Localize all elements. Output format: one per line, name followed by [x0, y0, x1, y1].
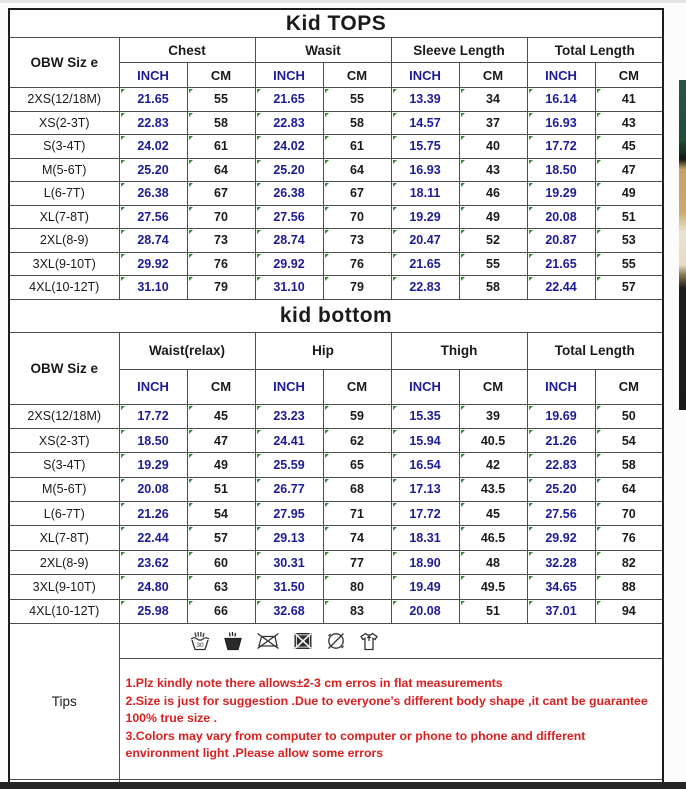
cm-value: 46.5 [459, 526, 527, 550]
size-row-label: XS(2-3T) [9, 111, 119, 135]
bottom-group-total-length: Total Length [527, 332, 663, 369]
bottom-title: kid bottom [9, 299, 663, 332]
inch-value: 29.92 [527, 526, 595, 550]
inch-value: 31.10 [255, 276, 323, 300]
cm-value: 73 [187, 229, 255, 253]
cm-value: 49 [187, 453, 255, 477]
cm-value: 58 [187, 111, 255, 135]
cm-value: 82 [595, 550, 663, 574]
cm-value: 43 [459, 158, 527, 182]
unit-cm-header: CM [459, 63, 527, 88]
table-row [9, 252, 663, 276]
inch-value: 29.92 [119, 252, 187, 276]
cm-value: 61 [323, 135, 391, 159]
size-row-label: M(5-6T) [9, 158, 119, 182]
tops-group-header-row [9, 38, 663, 63]
inch-value: 22.83 [527, 453, 595, 477]
cm-value: 47 [595, 158, 663, 182]
inch-value: 21.65 [119, 88, 187, 112]
inch-value: 19.69 [527, 404, 595, 428]
table-row [9, 276, 663, 300]
tips-label: Tips [9, 624, 119, 780]
table-row [9, 526, 663, 550]
size-row-label: 3XL(9-10T) [9, 575, 119, 599]
inch-value: 26.77 [255, 477, 323, 501]
inch-value: 23.23 [255, 404, 323, 428]
cm-value: 67 [323, 182, 391, 206]
inch-value: 25.20 [119, 158, 187, 182]
inch-value: 25.20 [255, 158, 323, 182]
table-row [9, 205, 663, 229]
size-row-label: XL(7-8T) [9, 526, 119, 550]
cm-value: 62 [323, 428, 391, 452]
cm-value: 54 [187, 502, 255, 526]
cm-value: 55 [459, 252, 527, 276]
inch-value: 22.83 [255, 111, 323, 135]
table-row [9, 182, 663, 206]
table-row [9, 229, 663, 253]
inch-value: 24.41 [255, 428, 323, 452]
bottom-group-thigh: Thigh [391, 332, 527, 369]
cm-value: 64 [323, 158, 391, 182]
unit-cm-header: CM [595, 63, 663, 88]
cm-value: 70 [595, 502, 663, 526]
inch-value: 21.65 [527, 252, 595, 276]
size-row-label: 2XS(12/18M) [9, 404, 119, 428]
cm-value: 58 [323, 111, 391, 135]
tips-line-1: 1.Plz kindly note there allows±2-3 cm erros in flat measurements [125, 676, 503, 691]
cm-value: 51 [187, 477, 255, 501]
do-not-iron-icon [254, 629, 282, 653]
inch-value: 20.08 [119, 477, 187, 501]
size-row-label: M(5-6T) [9, 477, 119, 501]
bottom-group-header-row [9, 332, 663, 369]
inch-value: 32.28 [527, 550, 595, 574]
inch-value: 15.94 [391, 428, 459, 452]
cm-value: 76 [323, 252, 391, 276]
bottom-section-title-row [9, 299, 663, 332]
cm-value: 77 [323, 550, 391, 574]
inch-value: 20.08 [391, 599, 459, 623]
cm-value: 70 [187, 205, 255, 229]
cm-value: 45 [595, 135, 663, 159]
cm-value: 39 [459, 404, 527, 428]
cm-value: 55 [323, 88, 391, 112]
inch-value: 22.44 [527, 276, 595, 300]
inch-value: 17.72 [391, 502, 459, 526]
cm-value: 53 [595, 229, 663, 253]
cm-value: 60 [187, 550, 255, 574]
tops-group-sleeve-length: Sleeve Length [391, 38, 527, 63]
cm-value: 47 [187, 428, 255, 452]
inch-value: 34.65 [527, 575, 595, 599]
inch-value: 21.65 [255, 88, 323, 112]
inch-value: 16.54 [391, 453, 459, 477]
cm-value: 51 [459, 599, 527, 623]
cm-value: 54 [595, 428, 663, 452]
tops-table-body [9, 88, 663, 300]
table-row [9, 502, 663, 526]
cm-value: 57 [595, 276, 663, 300]
tops-group-chest: Chest [119, 38, 255, 63]
cm-value: 61 [187, 135, 255, 159]
size-row-label: 3XL(9-10T) [9, 252, 119, 276]
cm-value: 79 [323, 276, 391, 300]
care-icons-cell [119, 624, 663, 659]
bottom-size-column-header: OBW Siz e [9, 332, 119, 404]
cm-value: 67 [187, 182, 255, 206]
cm-value: 70 [323, 205, 391, 229]
cm-value: 51 [595, 205, 663, 229]
inch-value: 20.08 [527, 205, 595, 229]
cm-value: 73 [323, 229, 391, 253]
cm-value: 52 [459, 229, 527, 253]
unit-inch-header: INCH [119, 369, 187, 404]
inch-value: 25.59 [255, 453, 323, 477]
cm-value: 49.5 [459, 575, 527, 599]
unit-cm-header: CM [323, 369, 391, 404]
inch-value: 18.50 [119, 428, 187, 452]
inch-value: 22.44 [119, 526, 187, 550]
cm-value: 45 [187, 404, 255, 428]
inch-value: 16.93 [391, 158, 459, 182]
cm-value: 79 [187, 276, 255, 300]
cm-value: 80 [323, 575, 391, 599]
care-icons-row [9, 624, 663, 659]
product-image-sliver [679, 80, 686, 410]
unit-cm-header: CM [187, 63, 255, 88]
unit-inch-header: INCH [527, 369, 595, 404]
inch-value: 37.01 [527, 599, 595, 623]
size-row-label: L(6-7T) [9, 182, 119, 206]
bottom-group-hip: Hip [255, 332, 391, 369]
tops-title: Kid TOPS [9, 9, 663, 38]
unit-inch-header: INCH [255, 369, 323, 404]
inch-value: 23.62 [119, 550, 187, 574]
inch-value: 19.29 [527, 182, 595, 206]
inch-value: 20.87 [527, 229, 595, 253]
tips-line-2: 2.Size is just for suggestion .Due to everyone's different body shape ,it cant be guarantee 100% true size . [125, 693, 648, 726]
hand-wash-dark-icon [221, 629, 245, 653]
cm-value: 48 [459, 550, 527, 574]
cm-value: 37 [459, 111, 527, 135]
cm-value: 40 [459, 135, 527, 159]
cm-value: 34 [459, 88, 527, 112]
inch-value: 27.56 [527, 502, 595, 526]
table-row [9, 575, 663, 599]
size-row-label: 2XL(8-9) [9, 229, 119, 253]
t-shirt-icon [357, 629, 381, 653]
tops-size-column-header: OBW Siz e [9, 38, 119, 88]
cm-value: 49 [595, 182, 663, 206]
inch-value: 15.35 [391, 404, 459, 428]
inch-value: 18.50 [527, 158, 595, 182]
size-row-label: XL(7-8T) [9, 205, 119, 229]
cm-value: 58 [459, 276, 527, 300]
cm-value: 68 [323, 477, 391, 501]
size-row-label: 2XS(12/18M) [9, 88, 119, 112]
size-row-label: XS(2-3T) [9, 428, 119, 452]
cm-value: 42 [459, 453, 527, 477]
unit-inch-header: INCH [391, 369, 459, 404]
inch-value: 26.38 [255, 182, 323, 206]
bottom-table-body [9, 404, 663, 624]
do-not-tumble-dry-icon [291, 629, 315, 653]
cm-value: 40.5 [459, 428, 527, 452]
table-row [9, 88, 663, 112]
cm-value: 64 [595, 477, 663, 501]
cm-value: 43.5 [459, 477, 527, 501]
table-row [9, 477, 663, 501]
inch-value: 24.02 [255, 135, 323, 159]
care-icons-group [120, 629, 663, 653]
cm-value: 59 [323, 404, 391, 428]
table-row [9, 135, 663, 159]
tips-line-3: 3.Colors may vary from computer to computer or phone to phone and different environment light .Please allow some errors [125, 728, 586, 761]
unit-inch-header: INCH [119, 63, 187, 88]
size-row-label: L(6-7T) [9, 502, 119, 526]
inch-value: 17.72 [119, 404, 187, 428]
cm-value: 94 [595, 599, 663, 623]
inch-value: 31.10 [119, 276, 187, 300]
cm-value: 71 [323, 502, 391, 526]
cm-value: 65 [323, 453, 391, 477]
cm-value: 50 [595, 404, 663, 428]
table-row [9, 111, 663, 135]
inch-value: 29.13 [255, 526, 323, 550]
inch-value: 27.95 [255, 502, 323, 526]
do-not-dry-clean-icon [324, 629, 348, 653]
table-row [9, 599, 663, 623]
hand-wash-30-icon [188, 629, 212, 653]
unit-inch-header: INCH [255, 63, 323, 88]
cm-value: 66 [187, 599, 255, 623]
inch-value: 16.93 [527, 111, 595, 135]
size-row-label: S(3-4T) [9, 135, 119, 159]
tops-group-total-length: Total Length [527, 38, 663, 63]
unit-inch-header: INCH [527, 63, 595, 88]
inch-value: 24.02 [119, 135, 187, 159]
unit-cm-header: CM [323, 63, 391, 88]
svg-text:30: 30 [195, 642, 204, 650]
cm-value: 49 [459, 205, 527, 229]
table-row [9, 453, 663, 477]
inch-value: 25.20 [527, 477, 595, 501]
bottom-group-waist-relax: Waist(relax) [119, 332, 255, 369]
inch-value: 15.75 [391, 135, 459, 159]
cm-value: 55 [187, 88, 255, 112]
cm-value: 55 [595, 252, 663, 276]
tips-text-cell [119, 659, 663, 780]
cm-value: 83 [323, 599, 391, 623]
cm-value: 43 [595, 111, 663, 135]
unit-cm-header: CM [187, 369, 255, 404]
inch-value: 19.49 [391, 575, 459, 599]
cm-value: 74 [323, 526, 391, 550]
inch-value: 24.80 [119, 575, 187, 599]
inch-value: 19.29 [119, 453, 187, 477]
cm-value: 41 [595, 88, 663, 112]
table-row [9, 158, 663, 182]
cm-value: 57 [187, 526, 255, 550]
inch-value: 13.39 [391, 88, 459, 112]
inch-value: 21.26 [527, 428, 595, 452]
inch-value: 30.31 [255, 550, 323, 574]
inch-value: 32.68 [255, 599, 323, 623]
size-chart-table [8, 8, 664, 786]
inch-value: 17.72 [527, 135, 595, 159]
cm-value: 64 [187, 158, 255, 182]
unit-inch-header: INCH [391, 63, 459, 88]
inch-value: 16.14 [527, 88, 595, 112]
cm-value: 46 [459, 182, 527, 206]
inch-value: 22.83 [119, 111, 187, 135]
inch-value: 22.83 [391, 276, 459, 300]
unit-cm-header: CM [595, 369, 663, 404]
inch-value: 17.13 [391, 477, 459, 501]
inch-value: 19.29 [391, 205, 459, 229]
cm-value: 88 [595, 575, 663, 599]
inch-value: 18.90 [391, 550, 459, 574]
inch-value: 21.26 [119, 502, 187, 526]
size-row-label: S(3-4T) [9, 453, 119, 477]
top-edge-strip [0, 0, 686, 3]
cm-value: 76 [187, 252, 255, 276]
size-row-label: 2XL(8-9) [9, 550, 119, 574]
size-row-label: 4XL(10-12T) [9, 599, 119, 623]
unit-cm-header: CM [459, 369, 527, 404]
tops-group-waist: Wasit [255, 38, 391, 63]
inch-value: 28.74 [119, 229, 187, 253]
cm-value: 63 [187, 575, 255, 599]
table-row [9, 404, 663, 428]
inch-value: 28.74 [255, 229, 323, 253]
inch-value: 27.56 [119, 205, 187, 229]
table-row [9, 428, 663, 452]
inch-value: 29.92 [255, 252, 323, 276]
inch-value: 21.65 [391, 252, 459, 276]
inch-value: 18.31 [391, 526, 459, 550]
size-row-label: 4XL(10-12T) [9, 276, 119, 300]
inch-value: 14.57 [391, 111, 459, 135]
inch-value: 27.56 [255, 205, 323, 229]
cm-value: 58 [595, 453, 663, 477]
cm-value: 76 [595, 526, 663, 550]
inch-value: 25.98 [119, 599, 187, 623]
inch-value: 20.47 [391, 229, 459, 253]
tops-section-title-row [9, 9, 663, 38]
table-row [9, 550, 663, 574]
inch-value: 26.38 [119, 182, 187, 206]
cm-value: 45 [459, 502, 527, 526]
inch-value: 18.11 [391, 182, 459, 206]
inch-value: 31.50 [255, 575, 323, 599]
bottom-edge-bar [0, 782, 686, 789]
